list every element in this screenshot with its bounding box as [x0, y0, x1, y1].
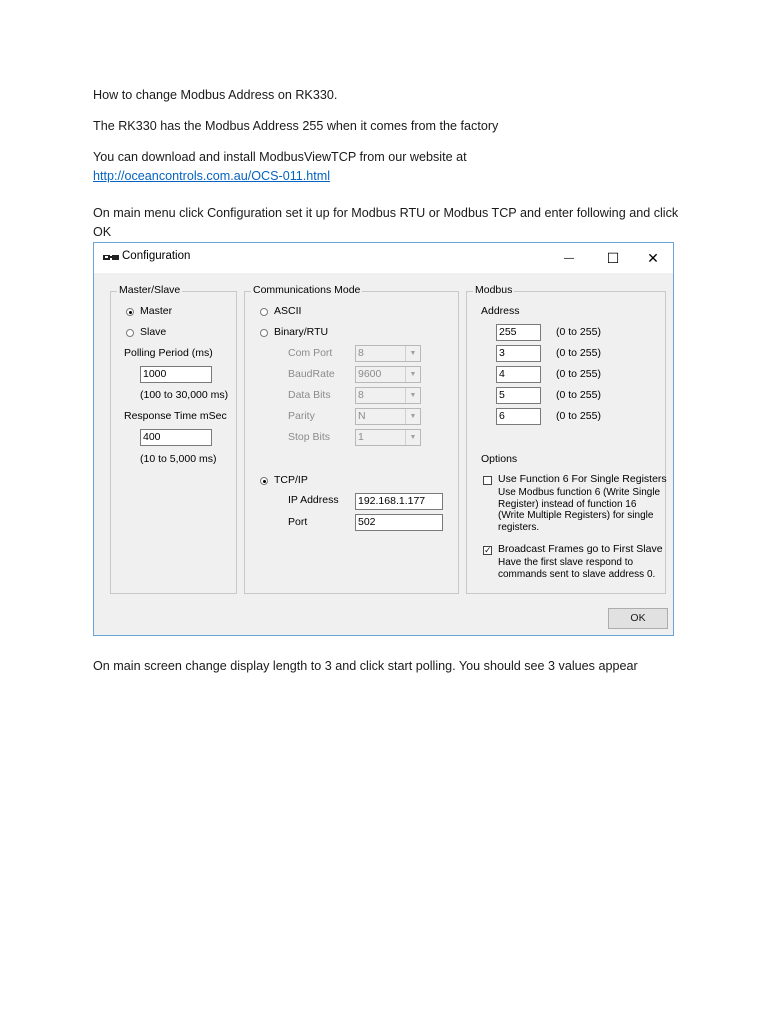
function6-checkbox[interactable] [483, 476, 492, 485]
maximize-button[interactable] [591, 243, 635, 273]
com-port-value: 8 [358, 347, 364, 359]
address-input-1[interactable]: 255 [496, 324, 541, 341]
binary-rtu-radio[interactable] [260, 329, 268, 337]
close-button[interactable] [631, 243, 675, 273]
polling-period-input[interactable]: 1000 [140, 366, 212, 383]
com-port-select[interactable] [355, 345, 421, 362]
parity-value: N [358, 410, 366, 422]
download-link[interactable]: http://oceancontrols.com.au/OCS-011.html [93, 169, 331, 183]
download-instruction [93, 148, 683, 186]
broadcast-description-clip [498, 557, 663, 580]
dialog-titlebar [94, 243, 673, 273]
binary-rtu-label: Binary/RTU [274, 326, 329, 338]
maximize-icon: ☐ [606, 249, 620, 266]
baud-rate-label: BaudRate [288, 368, 335, 380]
chevron-down-icon: ▼ [405, 346, 420, 361]
address-input-5[interactable]: 6 [496, 408, 541, 425]
polling-period-range: (100 to 30,000 ms) [140, 389, 229, 401]
modbus-label: Modbus [475, 284, 513, 296]
chevron-down-icon: ▼ [405, 367, 420, 382]
response-time-range: (10 to 5,000 ms) [140, 453, 217, 465]
tcpip-label: TCP/IP [274, 474, 308, 486]
address-range: (0 to 255) [556, 347, 601, 359]
polling-period-label: Polling Period (ms) [124, 347, 213, 359]
chevron-down-icon: ▼ [405, 430, 420, 445]
com-port-label: Com Port [288, 347, 333, 359]
address-input-3[interactable]: 4 [496, 366, 541, 383]
broadcast-checkbox[interactable]: ✓ [484, 545, 492, 555]
options-label: Options [481, 453, 518, 465]
master-label: Master [140, 305, 173, 317]
dialog-title: Configuration [122, 250, 191, 262]
ascii-radio[interactable] [260, 308, 268, 316]
ascii-label: ASCII [274, 305, 302, 317]
minimize-button[interactable] [547, 243, 591, 273]
data-bits-label: Data Bits [288, 389, 331, 401]
chevron-down-icon: ▼ [405, 388, 420, 403]
data-bits-select[interactable] [355, 387, 421, 404]
baud-rate-select[interactable] [355, 366, 421, 383]
stop-bits-select[interactable] [355, 429, 421, 446]
download-text: You can download and install ModbusViewTCP from our website at [93, 150, 467, 164]
configuration-dialog [93, 242, 674, 636]
master-radio[interactable] [126, 308, 134, 316]
address-range: (0 to 255) [556, 326, 601, 338]
baud-rate-value: 9600 [358, 368, 382, 380]
communications-mode-label: Communications Mode [253, 284, 361, 296]
factory-address-note: The RK330 has the Modbus Address 255 when it comes from the factory [93, 119, 499, 133]
slave-label: Slave [140, 326, 167, 338]
address-range: (0 to 255) [556, 410, 601, 422]
close-icon: ✕ [647, 249, 659, 266]
function6-label: Use Function 6 For Single Registers [498, 473, 667, 485]
address-range: (0 to 255) [556, 389, 601, 401]
stop-bits-label: Stop Bits [288, 431, 331, 443]
stop-bits-value: 1 [358, 431, 364, 443]
broadcast-label: Broadcast Frames go to First Slave [498, 543, 663, 555]
ok-button[interactable]: OK [608, 608, 668, 629]
polling-instruction: On main screen change display length to 3 and click start polling. You should see 3 values appear [93, 659, 638, 673]
address-label: Address [481, 305, 520, 317]
port-label: Port [288, 516, 308, 528]
data-bits-value: 8 [358, 389, 364, 401]
response-time-input[interactable]: 400 [140, 429, 212, 446]
parity-select[interactable] [355, 408, 421, 425]
app-icon [103, 253, 120, 262]
ip-address-input[interactable]: 192.168.1.177 [355, 493, 443, 510]
function6-description: Use Modbus function 6 (Write Single Register) instead of function 16 (Write Multiple Registers) for single registers. [498, 487, 661, 533]
tcpip-radio[interactable] [260, 477, 268, 485]
address-range: (0 to 255) [556, 368, 601, 380]
address-input-4[interactable]: 5 [496, 387, 541, 404]
broadcast-description: Have the first slave respond to commands sent to slave address 0. [498, 557, 656, 580]
configuration-instruction: On main menu click Configuration set it up for Modbus RTU or Modbus TCP and enter following and click OK [93, 206, 679, 239]
port-input[interactable]: 502 [355, 514, 443, 531]
master-slave-label: Master/Slave [119, 284, 181, 296]
address-input-2[interactable]: 3 [496, 345, 541, 362]
slave-radio[interactable] [126, 329, 134, 337]
chevron-down-icon: ▼ [405, 409, 420, 424]
response-time-label: Response Time mSec [124, 410, 227, 422]
ip-address-label: IP Address [288, 494, 339, 506]
minimize-icon: — [564, 252, 574, 264]
instruction-title: How to change Modbus Address on RK330. [93, 88, 338, 102]
parity-label: Parity [288, 410, 315, 422]
